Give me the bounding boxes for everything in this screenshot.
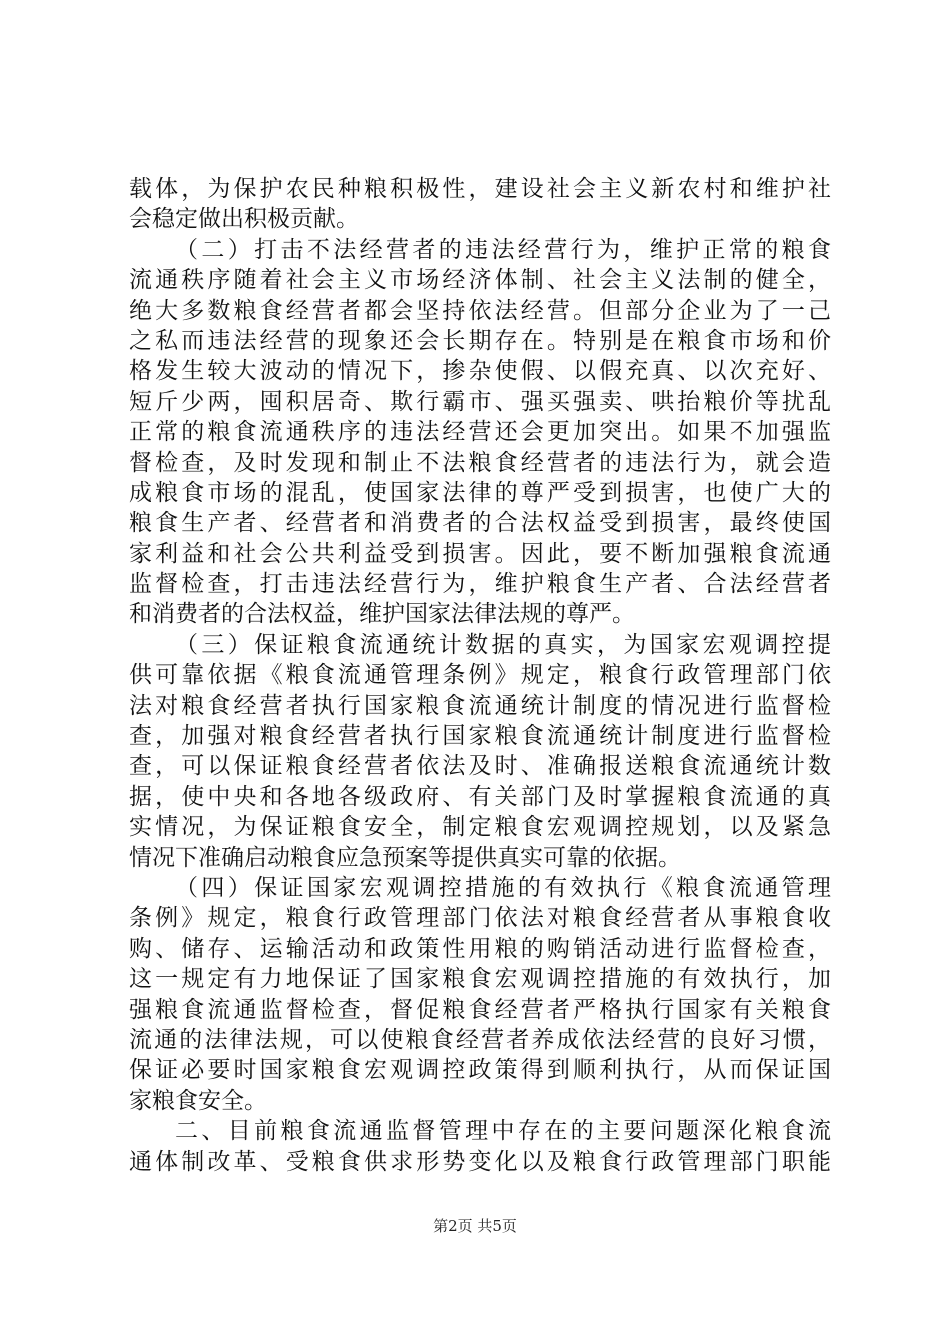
text-line: 购、储存、运输活动和政策性用粮的购销活动进行监督检查， [129,935,831,962]
text-line: 短斤少两，囤积居奇、欺行霸市、强买强卖、哄抬粮价等扰乱 [129,388,831,415]
text-line: 查，加强对粮食经营者执行国家粮食流通统计制度进行监督检 [129,723,831,750]
paragraph-start-line: 二、目前粮食流通监督管理中存在的主要问题深化粮食流 [175,1118,831,1145]
text-line: 强粮食流通监督检查，督促粮食经营者严格执行国家有关粮食 [129,996,831,1023]
text-line: 和消费者的合法权益，维护国家法律法规的尊严。 [129,601,635,628]
text-line: 这一规定有力地保证了国家粮食宏观调控措施的有效执行，加 [129,966,831,993]
text-line: 监督检查，打击违法经营行为，维护粮食生产者、合法经营者 [129,571,831,598]
paragraph-start-line: （四）保证国家宏观调控措施的有效执行《粮食流通管理 [175,874,831,901]
page-number-footer: 第2页 共5页 [433,1217,517,1235]
text-line: 流通秩序随着社会主义市场经济体制、社会主义法制的健全， [129,267,831,294]
text-line: 查，可以保证粮食经营者依法及时、准确报送粮食流通统计数 [129,753,831,780]
text-line: 之私而违法经营的现象还会长期存在。特别是在粮食市场和价 [129,327,831,354]
text-line: 成粮食市场的混乱，使国家法律的尊严受到损害，也使广大的 [129,479,831,506]
text-line: 载体，为保护农民种粮积极性，建设社会主义新农村和维护社 [129,176,831,202]
text-line: 通体制改革、受粮食供求形势变化以及粮食行政管理部门职能 [129,1148,831,1175]
document-body [129,174,831,1177]
text-line: 粮食生产者、经营者和消费者的合法权益受到损害，最终使国 [129,510,831,537]
text-line: 会稳定做出积极贡献。 [129,206,359,233]
text-line: 实情况，为保证粮食安全，制定粮食宏观调控规划，以及紧急 [129,814,831,841]
text-line: 正常的粮食流通秩序的违法经营还会更加突出。如果不加强监 [129,419,831,446]
paragraph-start-line: （二）打击不法经营者的违法经营行为，维护正常的粮食 [175,236,831,263]
text-line: 家利益和社会公共利益受到损害。因此，要不断加强粮食流通 [129,540,831,567]
text-line: 条例》规定，粮食行政管理部门依法对粮食经营者从事粮食收 [129,905,831,932]
text-line: 据，使中央和各地各级政府、有关部门及时掌握粮食流通的真 [129,783,831,810]
text-line: 法对粮食经营者执行国家粮食流通统计制度的情况进行监督检 [129,692,831,719]
text-line: 供可靠依据《粮食流通管理条例》规定，粮食行政管理部门依 [129,662,831,689]
text-line: 督检查，及时发现和制止不法粮食经营者的违法行为，就会造 [129,449,831,476]
text-line: 绝大多数粮食经营者都会坚持依法经营。但部分企业为了一己 [129,297,831,324]
paragraph-start-line: （三）保证粮食流通统计数据的真实，为国家宏观调控提 [175,631,831,658]
text-line: 流通的法律法规，可以使粮食经营者养成依法经营的良好习惯， [129,1026,831,1053]
text-line: 家粮食安全。 [129,1087,267,1114]
text-line: 格发生较大波动的情况下，掺杂使假、以假充真、以次充好、 [129,358,831,385]
text-line: 保证必要时国家粮食宏观调控政策得到顺利执行，从而保证国 [129,1057,831,1084]
text-line: 情况下准确启动粮食应急预案等提供真实可靠的依据。 [129,844,681,871]
